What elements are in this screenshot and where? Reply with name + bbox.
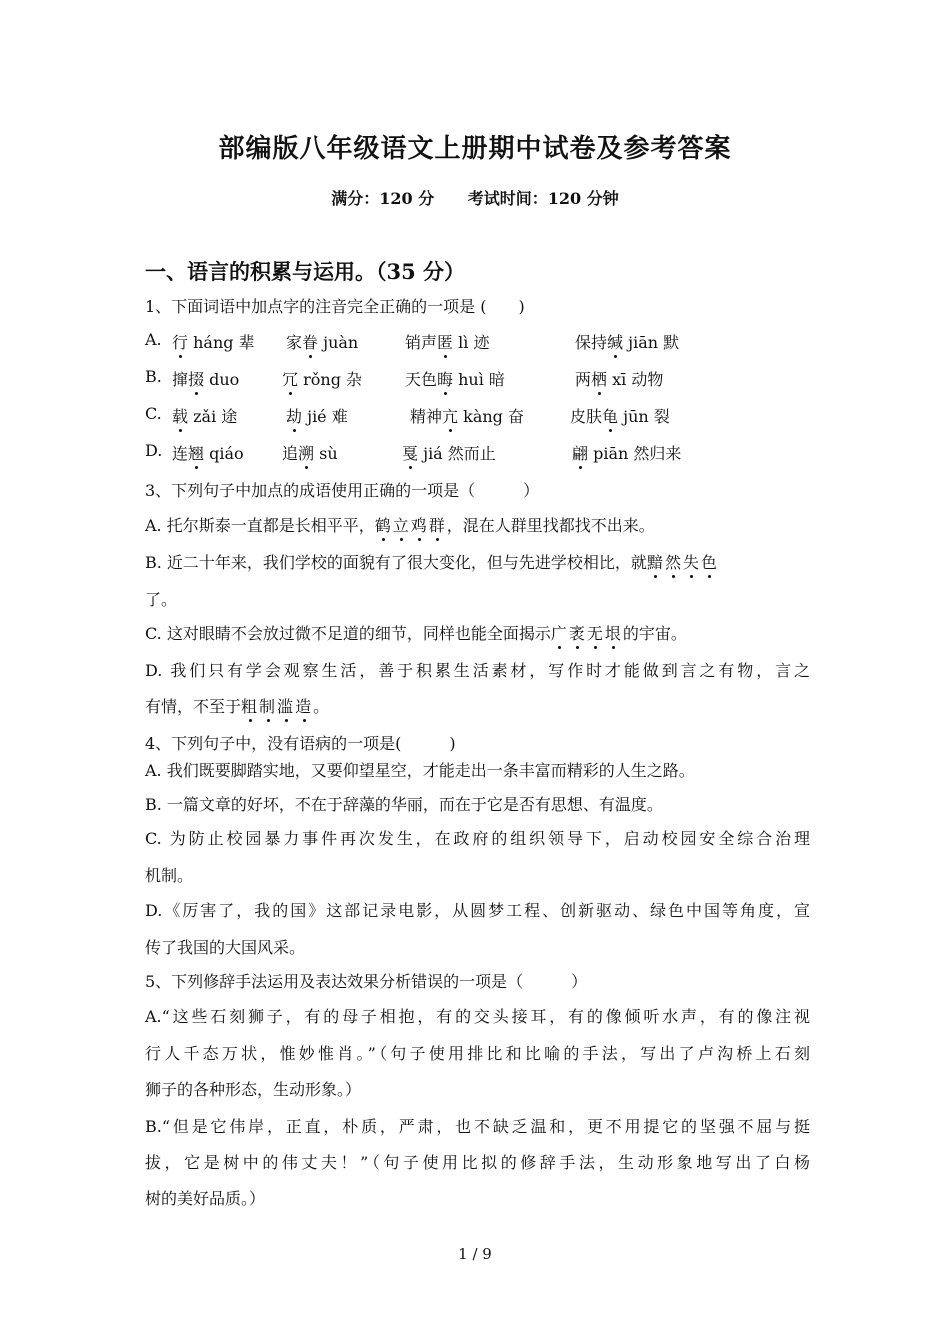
q1-stem: 1、下面词语中加点字的注音完全正确的一项是 ( ) xyxy=(145,297,525,316)
q3-stem: 3、下列句子中加点的成语使用正确的一项是（ ） xyxy=(145,481,540,500)
q3-option-c: C. 这对眼睛不会放过微不足道的细节，同样也能全面揭示广袤无垠的宇宙。 xyxy=(145,621,810,644)
q1-option: 撺掇 duo xyxy=(172,367,239,390)
q3-option-b-cont: 了。 xyxy=(145,590,178,609)
full-score: 满分：120 分 xyxy=(331,189,435,208)
q5-stem: 5、下列修辞手法运用及表达效果分析错误的一项是（ ） xyxy=(145,972,588,991)
q4-option-d: D.《厉害了，我的国》这部记录电影，从圆梦工程、创新驱动、绿色中国等角度，宣 xyxy=(145,901,810,920)
q1-option: 载 zǎi 途 xyxy=(172,404,237,427)
q4-option-c: C. 为防止校园暴力事件再次发生，在政府的组织领导下，启动校园安全综合治理 xyxy=(145,829,810,848)
exam-info xyxy=(0,186,950,209)
exam-time: 考试时间：120 分钟 xyxy=(467,189,619,208)
q1-option: 销声匿 lì 迹 xyxy=(405,330,489,353)
q1-option: 天色晦 huì 暗 xyxy=(405,367,505,390)
q1-option: 精神亢 kàng 奋 xyxy=(410,404,524,427)
q4-option-d-cont: 传了我国的大国风采。 xyxy=(145,938,306,957)
q3-option-b: B. 近二十年来，我们学校的面貌有了很大变化，但与先进学校相比，就黯然失色 xyxy=(145,550,810,573)
q1-option: 行 háng 辈 xyxy=(172,330,255,353)
q1-row-label: C. xyxy=(145,404,162,423)
q3-option-d-cont: 有情，不至于粗制滥造。 xyxy=(145,694,810,717)
q1-row-label: A. xyxy=(145,330,162,349)
q1-option: 保持缄 jiān 默 xyxy=(575,330,679,353)
q3-option-a: A. 托尔斯泰一直都是长相平平，鹤立鸡群，混在人群里找都找不出来。 xyxy=(145,513,810,536)
q5-option-b: B.“但是它伟岸，正直，朴质，严肃，也不缺乏温和，更不用提它的坚强不屈与挺 xyxy=(145,1117,810,1136)
q5-option-a: A.“这些石刻狮子，有的母子相抱，有的交头接耳，有的像倾听水声，有的像注视 xyxy=(145,1007,810,1026)
q1-option: 追溯 sù xyxy=(282,441,338,464)
q5-option-a-cont2: 狮子的各种形态，生动形象。） xyxy=(145,1080,362,1099)
q4-option-b: B. 一篇文章的好坏，不在于辞藻的华丽，而在于它是否有思想、有温度。 xyxy=(145,795,663,814)
section-heading: 一、语言的积累与运用。（35 分） xyxy=(145,259,466,284)
document-title: 部编版八年级语文上册期中试卷及参考答案 xyxy=(218,134,732,164)
q1-option: 翩 piān 然归来 xyxy=(572,441,681,464)
q3-option-d: D. 我们只有学会观察生活，善于积累生活素材，写作时才能做到言之有物，言之 xyxy=(145,661,810,680)
q1-option: 连翘 qiáo xyxy=(172,441,244,464)
q5-option-b-cont2: 树的美好品质。） xyxy=(145,1189,266,1208)
q1-option: 劫 jié 难 xyxy=(286,404,348,427)
q4-stem: 4、下列句子中，没有语病的一项是( ) xyxy=(145,734,456,753)
q4-option-c-cont: 机制。 xyxy=(145,866,194,885)
q5-option-b-cont: 拔，它是树中的伟丈夫！”（句子使用比拟的修辞手法，生动形象地写出了白杨 xyxy=(145,1153,810,1172)
q1-option: 家眷 juàn xyxy=(286,330,358,353)
q1-option: 冗 rǒng 杂 xyxy=(282,367,362,390)
q1-row-label: D. xyxy=(145,441,163,460)
q1-row-label: B. xyxy=(145,367,162,386)
page-number: 1 / 9 xyxy=(458,1245,492,1263)
q1-option: 戛 jiá 然而止 xyxy=(402,441,496,464)
q1-option: 皮肤龟 jūn 裂 xyxy=(570,404,670,427)
q4-option-a: A. 我们既要脚踏实地，又要仰望星空，才能走出一条丰富而精彩的人生之路。 xyxy=(145,761,695,780)
q1-option: 两栖 xī 动物 xyxy=(575,367,663,390)
q5-option-a-cont: 行人千态万状，惟妙惟肖。”（句子使用排比和比喻的手法，写出了卢沟桥上石刻 xyxy=(145,1044,810,1063)
